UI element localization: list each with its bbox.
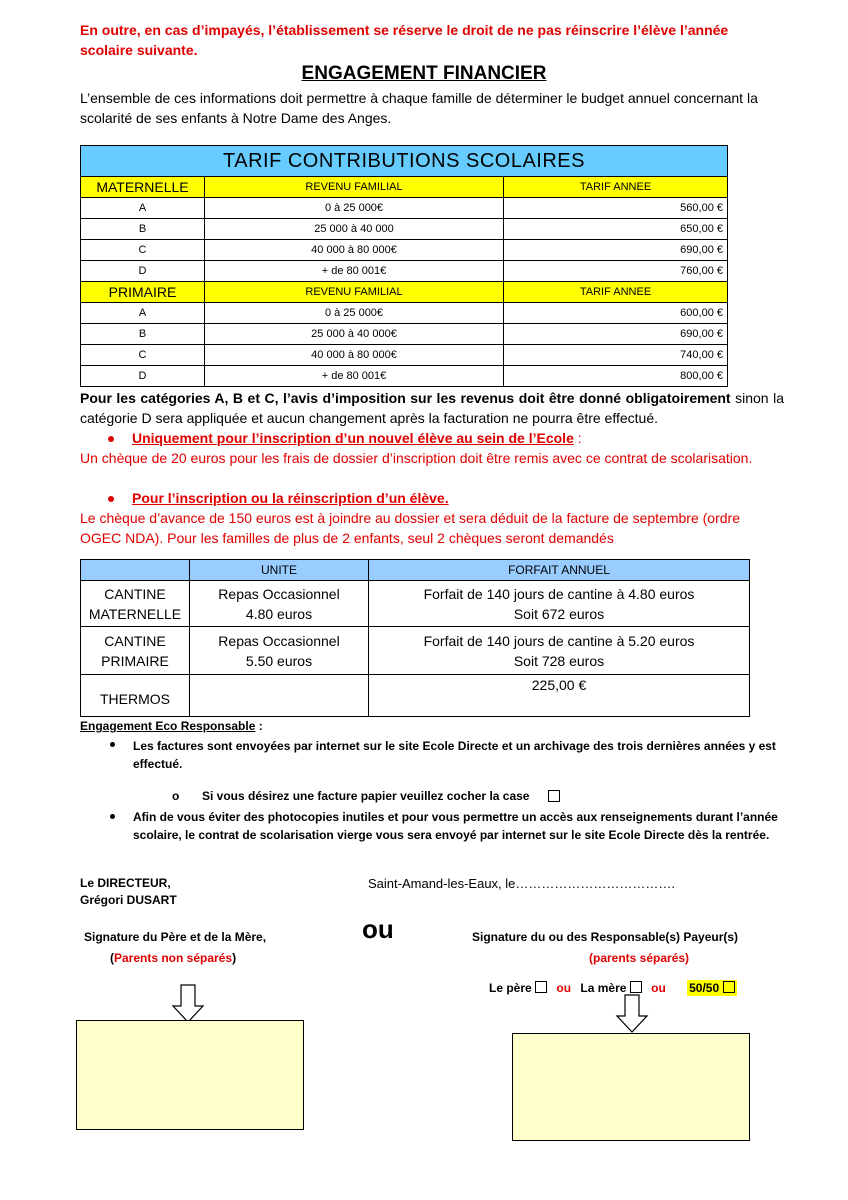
- maternelle-header: MATERNELLE: [81, 177, 205, 198]
- thermos-unite-cell: [190, 675, 369, 717]
- place-date: Saint-Amand-les-Eaux, le……………………………….: [368, 876, 676, 891]
- eco-sub-item: Si vous désirez une facture papier veuillez cocher la case: [202, 789, 530, 803]
- table-row: [81, 240, 728, 261]
- table-row: [81, 303, 728, 324]
- la-mere-label: La mère: [580, 981, 627, 995]
- bullet-nouvel-eleve-colon: :: [573, 430, 582, 446]
- bullet-nouvel-eleve: [132, 428, 784, 448]
- unite-line2: 5.50 euros: [245, 652, 313, 669]
- forfait-cell: [369, 581, 750, 627]
- table-row: [81, 627, 750, 675]
- arrow-down-icon: [170, 984, 206, 1024]
- tarif-cell: 760,00 €: [504, 261, 728, 282]
- revenu-cell: 0 à 25 000€: [205, 303, 504, 324]
- ou-separator: ou: [556, 981, 572, 995]
- left-signature-label: Signature du Père et de la Mère,: [84, 930, 267, 944]
- tarif-cell: 740,00 €: [504, 345, 728, 366]
- cat-cell: D: [81, 261, 205, 282]
- table-row: [81, 219, 728, 240]
- bullet-nouvel-eleve-text: Uniquement pour l’inscription d’un nouvel élève au sein de l’Ecole: [132, 430, 574, 446]
- revenu-cell: 25 000 à 40 000€: [205, 324, 504, 345]
- primaire-header: PRIMAIRE: [81, 282, 205, 303]
- cantine-label-line1: CANTINE: [104, 632, 166, 649]
- arrow-down-icon: [614, 994, 650, 1034]
- cheque-150-main: Le chèque d’avance de 150 euros est à joindre au dossier et sera déduit de la facture de septembre (ordre OGEC NDA).: [80, 510, 740, 546]
- cantine-table: [80, 559, 750, 717]
- fifty-label: 50/50: [689, 981, 720, 995]
- table-row: [81, 345, 728, 366]
- signature-box-parents[interactable]: [76, 1020, 304, 1130]
- directeur-name: Grégori DUSART: [80, 893, 177, 907]
- pere-checkbox[interactable]: [535, 981, 547, 993]
- eco-sub-marker: o: [172, 789, 180, 803]
- cat-cell: D: [81, 366, 205, 387]
- primaire-revenu-header: REVENU FAMILIAL: [205, 282, 504, 303]
- tarif-cell: 690,00 €: [504, 240, 728, 261]
- fifty-checkbox[interactable]: [723, 981, 735, 993]
- tarif-cell: 800,00 €: [504, 366, 728, 387]
- le-pere-label: Le père: [489, 981, 532, 995]
- left-note-text: Parents non séparés: [114, 951, 233, 965]
- cantine-label-line2: PRIMAIRE: [101, 652, 169, 669]
- cheque-20-text: Un chèque de 20 euros pour les frais de dossier d’inscription doit être remis avec ce contrat de scolarisation.: [80, 450, 753, 466]
- unite-cell: [190, 581, 369, 627]
- right-signature-label: Signature du ou des Responsable(s) Payeur(s): [472, 930, 739, 944]
- cantine-label-cell: [81, 627, 190, 675]
- table-row: [81, 581, 750, 627]
- payer-choice-row: [489, 979, 737, 997]
- maternelle-revenu-header: REVENU FAMILIAL: [205, 177, 504, 198]
- bullet-dot-icon: [110, 814, 115, 819]
- unite-line1: Repas Occasionnel: [218, 632, 340, 649]
- paren-close: ): [232, 951, 237, 965]
- unite-line1: Repas Occasionnel: [218, 585, 340, 602]
- forfait-line2: Soit 728 euros: [513, 652, 605, 669]
- thermos-label-cell: THERMOS: [81, 675, 190, 717]
- bullet-dot-icon: [108, 496, 114, 502]
- tarif-table: [80, 145, 728, 387]
- bullet-dot-icon: [108, 436, 114, 442]
- maternelle-tarif-header: TARIF ANNEE: [504, 177, 728, 198]
- tarif-cell: 690,00 €: [504, 324, 728, 345]
- forfait-cell: [369, 627, 750, 675]
- forfait-header: FORFAIT ANNUEL: [369, 560, 750, 581]
- cheque-150-text: [80, 508, 784, 548]
- cantine-label-cell: [81, 581, 190, 627]
- eco-item-1: Les factures sont envoyées par internet sur le site Ecole Directe et un archivage des trois dernières années y est effectué.: [133, 739, 776, 771]
- tarif-cell: 600,00 €: [504, 303, 728, 324]
- revenu-cell: 40 000 à 80 000€: [205, 345, 504, 366]
- cantine-corner-cell: [81, 560, 190, 581]
- categories-note-rest: sinon la catégorie D sera appliquée et aucun changement après la facturation ne pourra être effectué.: [80, 390, 784, 426]
- intro-text: L’ensemble de ces informations doit permettre à chaque famille de déterminer le budget annuel concernant la scolarité de ses enfants à Notre Dame des Anges.: [80, 90, 758, 126]
- revenu-cell: 25 000 à 40 000: [205, 219, 504, 240]
- tarif-cell: 560,00 €: [504, 198, 728, 219]
- cantine-label-line1: CANTINE: [104, 585, 166, 602]
- revenu-cell: 40 000 à 80 000€: [205, 240, 504, 261]
- ou-big: ou: [362, 914, 394, 944]
- cantine-label-line2: MATERNELLE: [88, 605, 182, 622]
- eco-heading-colon: :: [255, 719, 263, 733]
- table-row: [81, 261, 728, 282]
- thermos-price-cell: 225,00 €: [369, 675, 750, 717]
- forfait-line1: Forfait de 140 jours de cantine à 5.20 euros: [423, 632, 695, 649]
- paren-open: (: [110, 951, 114, 965]
- cat-cell: A: [81, 198, 205, 219]
- intro-warning: En outre, en cas d’impayés, l’établissement se réserve le droit de ne pas réinscrire l’élève l’année scolaire suivante.: [80, 22, 729, 58]
- signature-box-payeur[interactable]: [512, 1033, 750, 1141]
- eco-item-2: Afin de vous éviter des photocopies inutiles et pour vous permettre un accès aux renseignements durant l’année scolaire, le contrat de scolarisation vierge vous sera envoyé par internet sur le site Ecole Directe dès la rentrée.: [133, 810, 778, 842]
- cat-cell: A: [81, 303, 205, 324]
- revenu-cell: 0 à 25 000€: [205, 198, 504, 219]
- cat-cell: B: [81, 219, 205, 240]
- table-row: [81, 366, 728, 387]
- unite-line2: 4.80 euros: [245, 605, 313, 622]
- forfait-line1: Forfait de 140 jours de cantine à 4.80 euros: [423, 585, 695, 602]
- mere-checkbox[interactable]: [630, 981, 642, 993]
- table-row: [81, 324, 728, 345]
- cheque-150-extra: Pour les familles de plus de 2 enfants, seul 2 chèques seront demandés: [163, 530, 614, 546]
- unite-cell: [190, 627, 369, 675]
- fifty-option: [687, 980, 736, 996]
- revenu-cell: + de 80 001€: [205, 366, 504, 387]
- cat-cell: B: [81, 324, 205, 345]
- tarif-table-title: TARIF CONTRIBUTIONS SCOLAIRES: [81, 146, 728, 177]
- unite-header: UNITE: [190, 560, 369, 581]
- categories-note: [80, 388, 784, 428]
- paper-invoice-checkbox[interactable]: [548, 790, 560, 802]
- forfait-line2: Soit 672 euros: [513, 605, 605, 622]
- eco-heading: [80, 718, 263, 734]
- table-row: [81, 198, 728, 219]
- revenu-cell: + de 80 001€: [205, 261, 504, 282]
- cat-cell: C: [81, 345, 205, 366]
- left-signature-note: [110, 950, 236, 967]
- eco-heading-text: Engagement Eco Responsable: [80, 719, 256, 733]
- directeur-title: Le DIRECTEUR,: [80, 876, 171, 890]
- right-signature-note: (parents séparés): [589, 951, 690, 965]
- tarif-cell: 650,00 €: [504, 219, 728, 240]
- primaire-tarif-header: TARIF ANNEE: [504, 282, 728, 303]
- bullet-dot-icon: [110, 742, 115, 747]
- categories-note-bold: Pour les catégories A, B et C, l’avis d’imposition sur les revenus doit être donné obligatoirement: [80, 390, 731, 406]
- cat-cell: C: [81, 240, 205, 261]
- ou-separator: ou: [651, 981, 666, 995]
- page-title: ENGAGEMENT FINANCIER: [301, 63, 547, 84]
- table-row: [81, 675, 750, 717]
- bullet-reinscription: Pour l’inscription ou la réinscription d’un élève.: [132, 490, 449, 506]
